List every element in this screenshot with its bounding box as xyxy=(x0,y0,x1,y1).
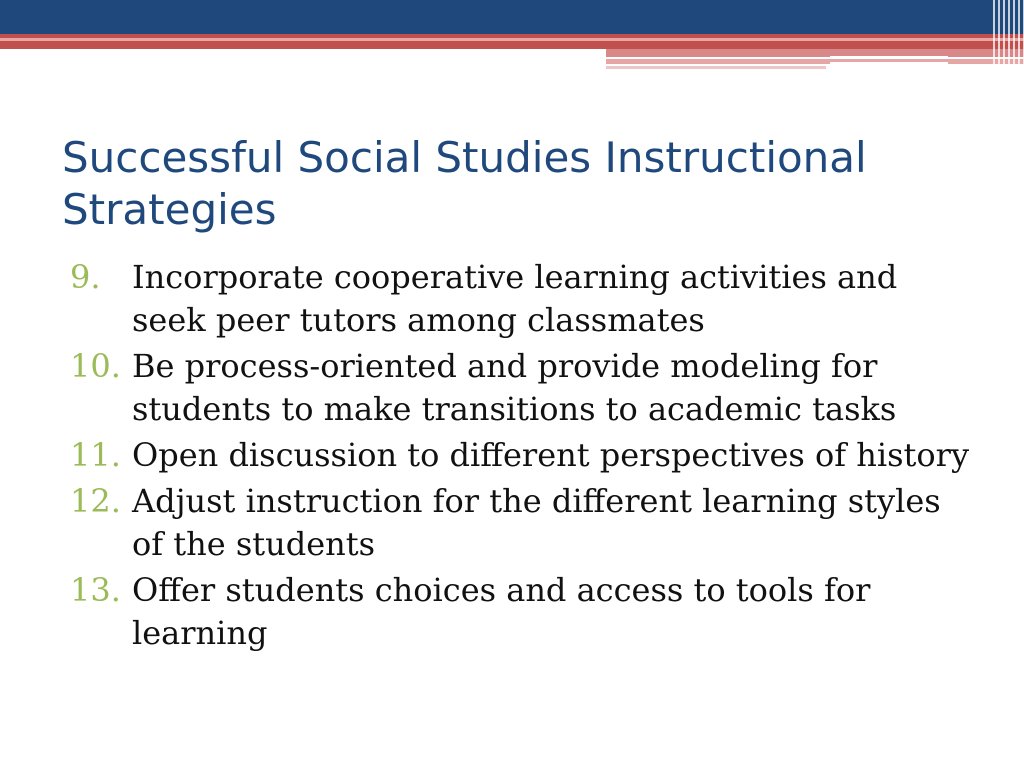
item-text: Incorporate cooperative learning activities and seek peer tutors among classmates xyxy=(132,258,898,339)
item-text: Offer students choices and access to tools for learning xyxy=(132,571,871,652)
item-number: 13. xyxy=(70,571,121,609)
header-band-red xyxy=(0,34,1024,49)
header-vertical-stripes xyxy=(990,0,1024,70)
item-text: Adjust instruction for the different learning styles of the students xyxy=(132,482,941,563)
strategy-list xyxy=(70,256,970,658)
header-band-blue xyxy=(0,0,1024,34)
list-item xyxy=(70,434,970,477)
header-accent-line xyxy=(830,56,948,58)
header-accent-line xyxy=(830,62,948,64)
header-accent-band xyxy=(606,59,1024,64)
item-number: 12. xyxy=(70,482,121,520)
item-number: 9. xyxy=(70,258,101,296)
item-number: 10. xyxy=(70,347,121,385)
header-accent-band xyxy=(606,66,826,69)
item-text: Be process-oriented and provide modeling for students to make transitions to academic tasks xyxy=(132,347,897,428)
list-item xyxy=(70,480,970,566)
item-number: 11. xyxy=(70,436,121,474)
slide-title: Successful Social Studies Instructional Strategies xyxy=(62,133,867,234)
header-accent-band xyxy=(606,49,1024,57)
list-item xyxy=(70,569,970,655)
header-band-pink xyxy=(0,38,1024,41)
list-item xyxy=(70,256,970,342)
list-item xyxy=(70,345,970,431)
item-text: Open discussion to different perspectives of history xyxy=(132,436,970,474)
